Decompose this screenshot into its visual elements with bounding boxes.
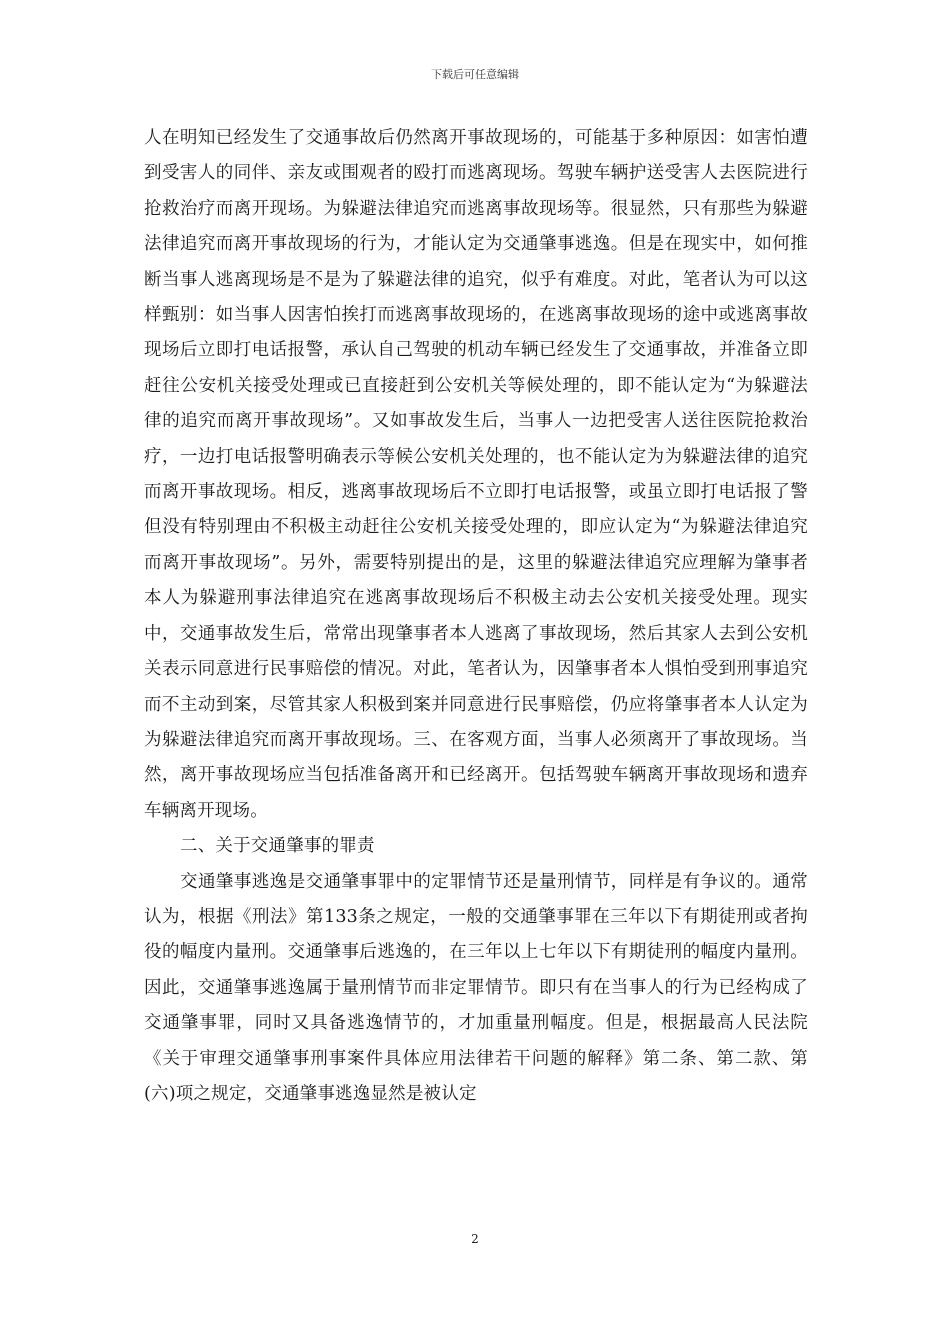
page-header: 下载后可任意编辑 [431, 68, 519, 81]
document-body [144, 121, 808, 1112]
page-number: 2 [471, 1232, 479, 1246]
paragraph-3: 交通肇事逃逸是交通肇事罪中的定罪情节还是量刑情节，同样是有争议的。通常认为，根据《刑法》第133条之规定，一般的交通肇事罪在三年以下有期徒刑或者拘役的幅度内量刑。交通肇事后逃逸的，在三年以上七年以下有期徒刑的幅度内量刑。因此，交通肇事逃逸属于量刑情节而非定罪情节。即只有在当事人的行为已经构成了交通肇事罪，同时又具备逃逸情节的，才加重量刑幅度。但是，根据最高人民法院《关于审理交通肇事刑事案件具体应用法律若干问题的解释》第二条、第二款、第(六)项之规定，交通肇事逃逸显然是被认定 [144, 871, 808, 1104]
section-heading: 二、关于交通肇事的罪责 [180, 836, 375, 857]
paragraph-1: 人在明知已经发生了交通事故后仍然离开事故现场的，可能基于多种原因：如害怕遭到受害人的同伴、亲友或围观者的殴打而逃离现场。驾驶车辆护送受害人去医院进行抢救治疗而离开现场。为躲避法律追究而逃离事故现场等。很显然，只有那些为躲避法律追究而离开事故现场的行为，才能认定为交通肇事逃逸。但是在现实中，如何推断当事人逃离现场是不是为了躲避法律的追究，似乎有难度。对此，笔者认为可以这样甄别：如当事人因害怕挨打而逃离事故现场的，在逃离事故现场的途中或逃离事故现场后立即打电话报警，承认自己驾驶的机动车辆已经发生了交通事故，并准备立即赶往公安机关接受处理或已直接赶到公安机关等候处理的，即不能认定为“为躲避法律的追究而离开事故现场”。又如事故发生后，当事人一边把受害人送往医院抢救治疗，一边打电话报警明确表示等候公安机关处理的，也不能认定为为躲避法律的追究而离开事故现场。相反，逃离事故现场后不立即打电话报警，或虽立即打电话报了警但没有特别理由不积极主动赶往公安机关接受处理的，即应认定为“为躲避法律追究而离开事故现场”。另外，需要特别提出的是，这里的躲避法律追究应理解为肇事者本人为躲避刑事法律追究在逃离事故现场后不积极主动去公安机关接受处理。现实中，交通事故发生后，常常出现肇事者本人逃离了事故现场，然后其家人去到公安机关表示同意进行民事赔偿的情况。对此，笔者认为，因肇事者本人惧怕受到刑事追究而不主动到案，尽管其家人积极到案并同意进行民事赔偿，仍应将肇事者本人认定为为躲避法律追究而离开事故现场。三、在客观方面，当事人必须离开了事故现场。当然，离开事故现场应当包括准备离开和已经离开。包括驾驶车辆离开事故现场和遗弃车辆离开现场。 [144, 128, 808, 821]
